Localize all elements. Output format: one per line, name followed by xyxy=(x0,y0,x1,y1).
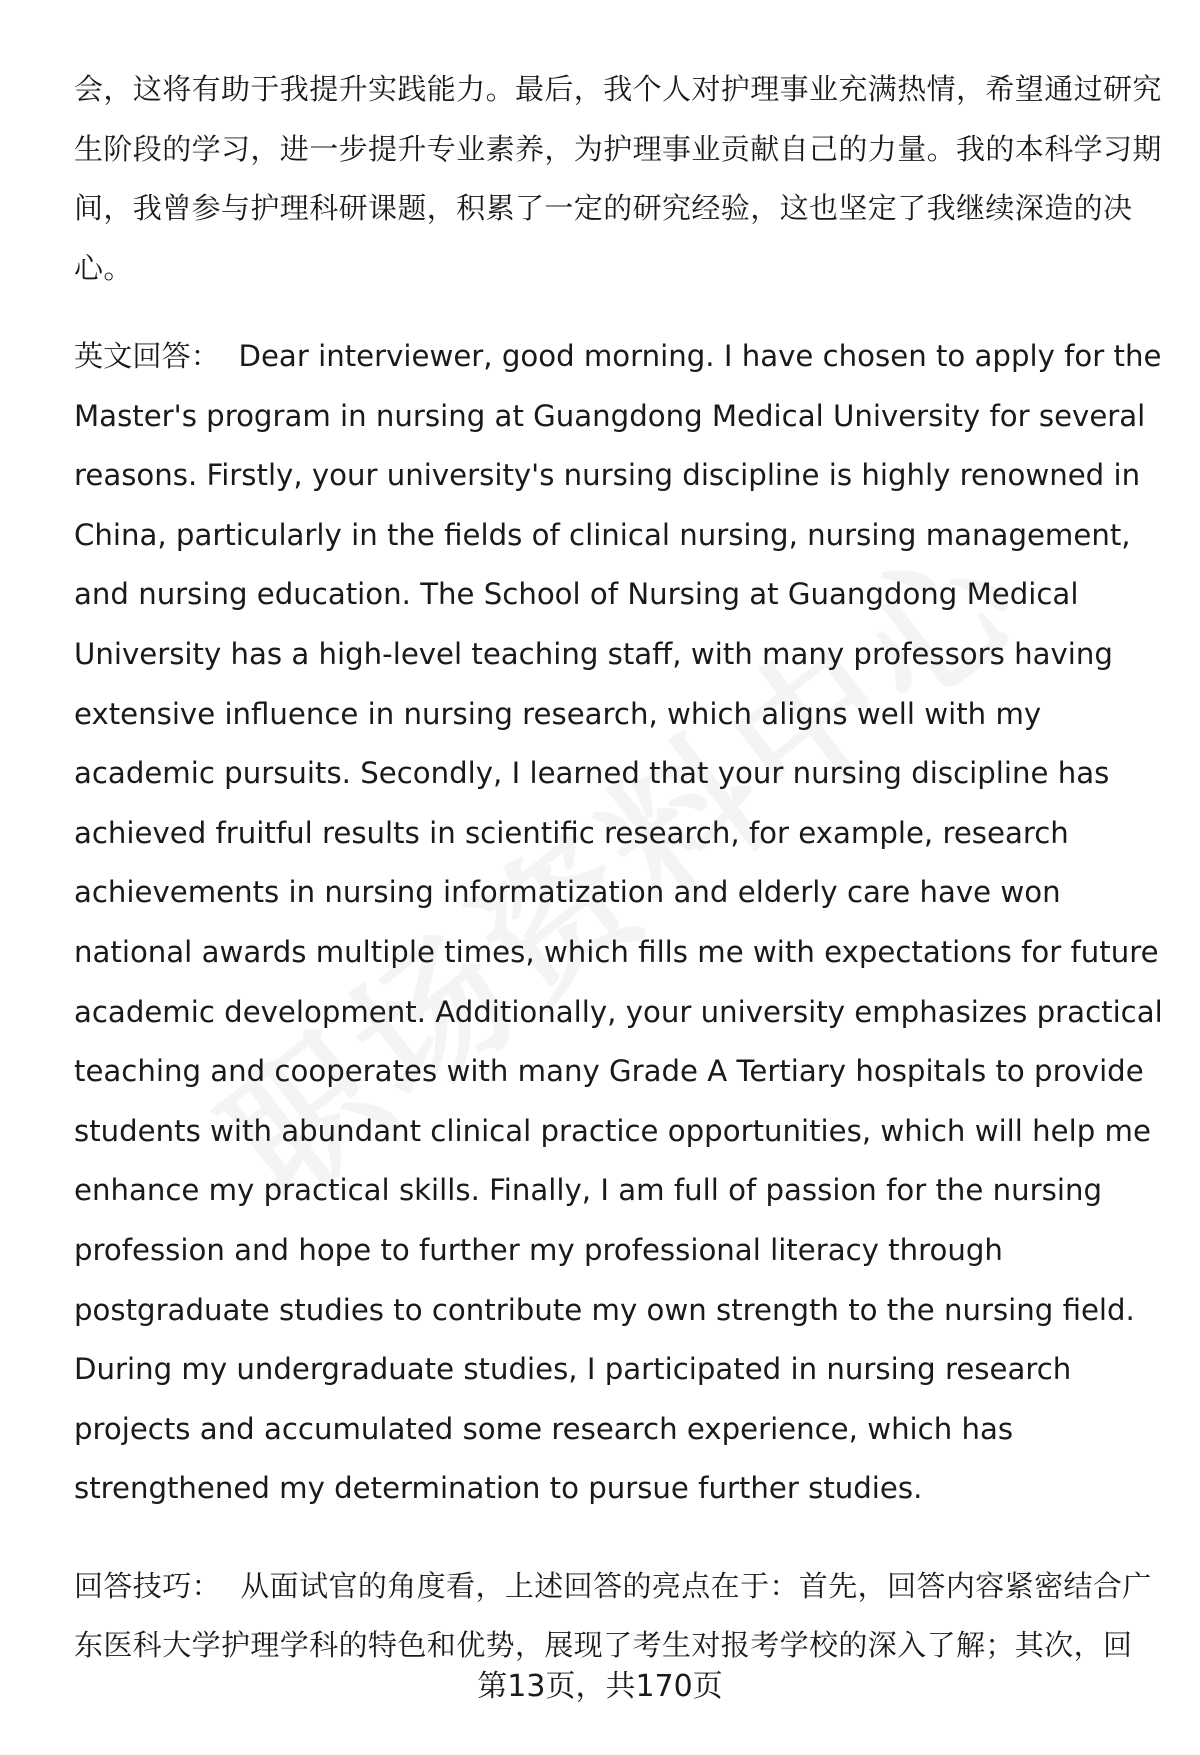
answer-tips-label: 回答技巧： xyxy=(74,1569,222,1603)
english-answer-label: 英文回答： xyxy=(74,339,220,373)
intro-paragraph-cn: 会，这将有助于我提升实践能力。最后，我个人对护理事业充满热情，希望通过研究生阶段的学习，进一步提升专业素养，为护理事业贡献自己的力量。我的本科学习期间，我曾参与护理科研课题，积累了一定的研究经验，这也坚定了我继续深造的决心。 xyxy=(74,72,1162,285)
answer-tips-text: 从面试官的角度看，上述回答的亮点在于：首先，回答内容紧密结合广东医科大学护理学科的特色和优势，展现了考生对报考学校的深入了解；其次，回 xyxy=(74,1569,1152,1662)
english-answer-paragraph xyxy=(74,327,1164,1519)
answer-tips-paragraph xyxy=(74,1557,1164,1675)
page-indicator: 第13页，共170页 xyxy=(477,1669,723,1704)
english-answer-text: Dear interviewer, good morning. I have chosen to apply for the Master's program in nursing at Guangdong Medical University for several reasons. Firstly, your university's nursing discipline is highly renowned in China, particularly in the fields of clinical nursing, nursing management, and nursing education. The School of Nursing at Guangdong Medical University has a high-level teaching staff, with many professors having extensive influence in nursing research, which aligns well with my academic pursuits. Secondly, I learned that your nursing discipline has achieved fruitful results in scientific research, for example, research achievements in nursing informatization and elderly care have won national awards multiple times, which fills me with expectations for future academic development. Additionally, your university emphasizes practical teaching and cooperates with many Grade A Tertiary hospitals to provide students with abundant clinical practice opportunities, which will help me enhance my practical skills. Finally, I am full of passion for the nursing profession and hope to further my professional literacy through postgraduate studies to contribute my own strength to the nursing field. During my undergraduate studies, I participated in nursing research projects and accumulated some research experience, which has strengthened my determination to pursue further studies. xyxy=(74,339,1163,1506)
